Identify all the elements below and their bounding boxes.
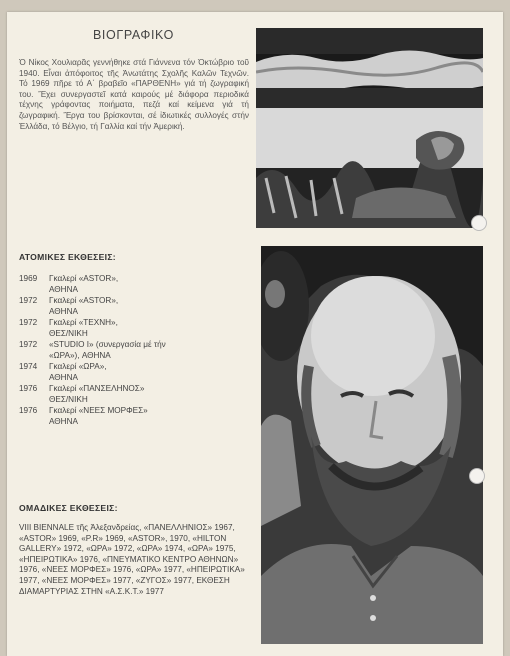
list-item bbox=[19, 339, 259, 361]
exhibition-venue: Γκαλερί «ΝΕΕΣ ΜΟΡΦΕΣ» ΑΘΗΝΑ bbox=[49, 406, 148, 426]
exhibition-venue: Γκαλερί «ΩΡΑ», ΑΘΗΝΑ bbox=[49, 362, 107, 382]
painting-image bbox=[256, 28, 483, 228]
painting-illustration bbox=[256, 28, 483, 228]
page-title: ΒΙΟΓΡΑΦΙΚΟ bbox=[93, 28, 174, 42]
group-exhibitions-heading: ΟΜΑΔΙΚΕΣ ΕΚΘΕΣΕΙΣ: bbox=[19, 503, 118, 513]
list-item bbox=[19, 361, 259, 383]
biography-text: Ὁ Νίκος Χουλιαρᾶς γεννήθηκε στά Γιάννενα τόν Ὀκτώβριο τοῦ 1940. Εἶναι ἀπόφοιτος τῆς Ἀνωτάτης Σχολῆς Καλῶν Τεχνῶν. Τό 1969 πῆρε τό Α΄ βραβεῖο «ΠΑΡΘΕΝΗ» γιά τή ζωγραφική του. Ἔχει συνεργαστεῖ κατά καιρούς μέ διάφορα περιοδικά τέχνης γράφοντας ποιήματα, πεζά καί κείμενα γιά τή ζωγραφική. Ἔργα του βρίσκονται, σέ ἰδιωτικές συλλογές στήν Ἑλλάδα, τό Βέλγιο, τή Γαλλία καί τήν Ἀμερική. bbox=[19, 58, 249, 131]
exhibition-year: 1976 bbox=[19, 406, 38, 415]
solo-exhibitions-heading: ΑΤΟΜΙΚΕΣ ΕΚΘΕΣΕΙΣ: bbox=[19, 252, 116, 262]
exhibition-year: 1976 bbox=[19, 384, 38, 393]
exhibition-venue: Γκαλερί «ΤΕΧΝΗ», ΘΕΣ/ΝΙΚΗ bbox=[49, 318, 118, 338]
exhibition-year: 1969 bbox=[19, 274, 38, 283]
exhibition-year: 1972 bbox=[19, 318, 38, 327]
exhibition-year: 1972 bbox=[19, 340, 38, 349]
list-item bbox=[19, 383, 259, 405]
exhibition-year: 1974 bbox=[19, 362, 38, 371]
group-exhibitions-text: VIII BIENNALE τῆς Ἀλεξανδρείας, «ΠΑΝΕΛΛΗΝΙΟΣ» 1967, «ASTOR» 1969, «P.R» 1969, «ASTOR», 1970, «HILTON GALLERY» 1972, «ΩΡΑ» 1972, «ΩΡΑ» 1974, «ΩΡΑ» 1975, «ΗΠΕΙΡΩΤΙΚΑ» 1976, «ΠΝΕΥΜΑΤΙΚΟ ΚΕΝΤΡΟ ΑΘΗΝΩΝ» 1976, «ΝΕΕΣ ΜΟΡΦΕΣ» 1976, «ΩΡΑ» 1977, «ΗΠΕΙΡΩΤΙΚΑ» 1977, «ΝΕΕΣ ΜΟΡΦΕΣ» 1977, «ΖΥΓΟΣ» 1977, ΕΚΘΕΣΗ ΔΙΑΜΑΡΤΥΡΙΑΣ ΣΤΗΝ «Α.Σ.Κ.Τ.» 1977 bbox=[19, 523, 245, 596]
list-item bbox=[19, 295, 259, 317]
list-item bbox=[19, 273, 259, 295]
exhibition-venue: «STUDIO I» (συνεργασία μέ τήν «ΩΡΑ»), ΑΘΗΝΑ bbox=[49, 340, 166, 360]
exhibition-venue: Γκαλερί «ΠΑΝΣΕΛΗΝΟΣ» ΘΕΣ/ΝΙΚΗ bbox=[49, 384, 145, 404]
artist-portrait bbox=[261, 246, 483, 644]
exhibition-venue: Γκαλερί «ASTOR», ΑΘΗΝΑ bbox=[49, 274, 119, 294]
punch-hole bbox=[469, 468, 485, 484]
portrait-illustration bbox=[261, 246, 483, 644]
exhibition-year: 1972 bbox=[19, 296, 38, 305]
exhibition-venue: Γκαλερί «ASTOR», ΑΘΗΝΑ bbox=[49, 296, 119, 316]
list-item bbox=[19, 317, 259, 339]
list-item bbox=[19, 405, 259, 427]
punch-hole bbox=[471, 215, 487, 231]
solo-exhibitions-list bbox=[19, 273, 259, 427]
